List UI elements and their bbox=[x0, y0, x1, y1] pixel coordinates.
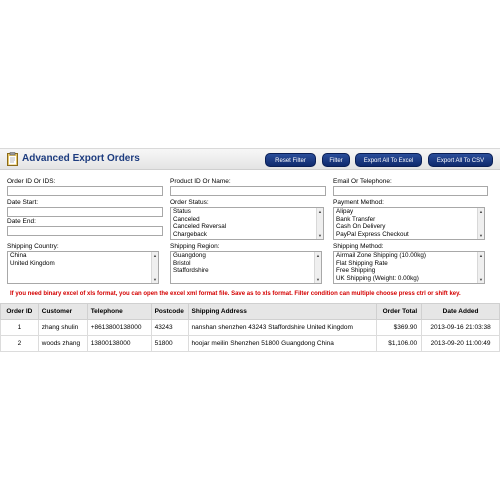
option[interactable]: Free Shipping bbox=[336, 267, 376, 275]
scrollbar[interactable] bbox=[151, 252, 158, 283]
scrollbar[interactable] bbox=[314, 252, 321, 283]
email-label: Email Or Telephone: bbox=[333, 178, 392, 185]
payment-method-label: Payment Method: bbox=[333, 199, 384, 206]
product-label: Product ID Or Name: bbox=[170, 178, 231, 185]
clipboard-icon bbox=[7, 152, 18, 166]
option[interactable]: PayPal Express Checkout bbox=[336, 230, 409, 238]
email-input[interactable] bbox=[333, 186, 488, 196]
cell-order-total: $369.90 bbox=[377, 320, 422, 336]
cell-order-id: 2 bbox=[1, 336, 39, 352]
date-start-label: Date Start: bbox=[7, 199, 39, 206]
option[interactable]: Bristol bbox=[173, 259, 191, 267]
scroll-up-icon[interactable]: ▲ bbox=[153, 253, 157, 258]
col-telephone[interactable]: Telephone bbox=[87, 304, 151, 320]
option[interactable]: United Kingdom bbox=[10, 259, 55, 267]
cell-postcode: 51800 bbox=[151, 336, 188, 352]
scroll-down-icon[interactable]: ▼ bbox=[153, 277, 157, 282]
option[interactable]: Cash On Delivery bbox=[336, 223, 386, 231]
scrollbar[interactable] bbox=[477, 252, 484, 283]
table-row[interactable] bbox=[1, 320, 500, 336]
cell-shipping-address: nanshan shenzhen 43243 Staffordshire United Kingdom bbox=[188, 320, 377, 336]
col-customer[interactable]: Customer bbox=[38, 304, 87, 320]
scroll-down-icon[interactable]: ▼ bbox=[479, 277, 483, 282]
option[interactable]: Chargeback bbox=[173, 230, 207, 238]
page-title: Advanced Export Orders bbox=[22, 153, 140, 164]
export-csv-button[interactable]: Export All To CSV bbox=[428, 153, 493, 167]
option[interactable]: Airmail Zone Shipping (10.00kg) bbox=[336, 252, 426, 259]
product-input[interactable] bbox=[170, 186, 326, 196]
option[interactable]: Alipay bbox=[336, 208, 354, 215]
option[interactable]: Canceled Reversal bbox=[173, 223, 227, 231]
export-orders-panel bbox=[0, 148, 500, 360]
date-end-label: Date End: bbox=[7, 218, 36, 225]
cell-date-added: 2013-09-16 21:03:38 bbox=[422, 320, 500, 336]
option[interactable]: Flat Shipping Rate bbox=[336, 259, 388, 267]
payment-method-select[interactable] bbox=[333, 207, 485, 240]
panel-header bbox=[0, 148, 500, 170]
col-postcode[interactable]: Postcode bbox=[151, 304, 188, 320]
scroll-up-icon[interactable]: ▲ bbox=[479, 253, 483, 258]
scroll-down-icon[interactable]: ▼ bbox=[316, 277, 320, 282]
export-excel-button[interactable]: Export All To Excel bbox=[355, 153, 422, 167]
format-notice: If you need binary excel of xls format, you can open the excel xml format file. Save as to xls format. Filter condition can multiple choose press ctrl or shift key. bbox=[10, 291, 461, 297]
order-status-label: Order Status: bbox=[170, 199, 209, 206]
scroll-up-icon[interactable]: ▲ bbox=[318, 209, 322, 214]
cell-order-total: $1,106.00 bbox=[377, 336, 422, 352]
filter-button[interactable]: Filter bbox=[322, 153, 350, 167]
col-date-added[interactable]: Date Added bbox=[422, 304, 500, 320]
order-status-select[interactable] bbox=[170, 207, 324, 240]
shipping-method-label: Shipping Method: bbox=[333, 243, 384, 250]
col-order-id[interactable]: Order ID bbox=[1, 304, 39, 320]
option[interactable]: Guangdong bbox=[173, 252, 206, 259]
option[interactable]: UK Shipping (Weight: 0.00kg) bbox=[336, 274, 419, 282]
cell-shipping-address: hoojar meilin Shenzhen 51800 Guangdong China bbox=[188, 336, 377, 352]
date-end-input[interactable] bbox=[7, 226, 163, 236]
shipping-method-select[interactable] bbox=[333, 251, 485, 284]
orders-table bbox=[0, 303, 500, 352]
scrollbar[interactable] bbox=[316, 208, 323, 239]
col-shipping-address[interactable]: Shipping Address bbox=[188, 304, 377, 320]
col-order-total[interactable]: Order Total bbox=[377, 304, 422, 320]
scroll-up-icon[interactable]: ▲ bbox=[479, 209, 483, 214]
option[interactable]: Bank Transfer bbox=[336, 215, 376, 223]
option[interactable]: China bbox=[10, 252, 27, 259]
option[interactable]: Status bbox=[173, 208, 191, 215]
scrollbar[interactable] bbox=[477, 208, 484, 239]
date-start-input[interactable] bbox=[7, 207, 163, 217]
cell-telephone: 13800138000 bbox=[87, 336, 151, 352]
cell-order-id: 1 bbox=[1, 320, 39, 336]
option[interactable]: Staffordshire bbox=[173, 267, 209, 275]
scroll-up-icon[interactable]: ▲ bbox=[316, 253, 320, 258]
cell-date-added: 2013-09-20 11:00:49 bbox=[422, 336, 500, 352]
cell-postcode: 43243 bbox=[151, 320, 188, 336]
table-row[interactable] bbox=[1, 336, 500, 352]
order-id-input[interactable] bbox=[7, 186, 163, 196]
reset-filter-button[interactable]: Reset Filter bbox=[265, 153, 316, 167]
cell-telephone: +8613800138000 bbox=[87, 320, 151, 336]
cell-customer: woods zhang bbox=[38, 336, 87, 352]
shipping-country-label: Shipping Country: bbox=[7, 243, 59, 250]
scroll-down-icon[interactable]: ▼ bbox=[479, 233, 483, 238]
order-id-label: Order ID Or IDS: bbox=[7, 178, 56, 185]
cell-customer: zhang shulin bbox=[38, 320, 87, 336]
table-header-row bbox=[1, 304, 500, 320]
shipping-region-select[interactable] bbox=[170, 251, 322, 284]
shipping-country-select[interactable] bbox=[7, 251, 159, 284]
scroll-down-icon[interactable]: ▼ bbox=[318, 233, 322, 238]
shipping-region-label: Shipping Region: bbox=[170, 243, 220, 250]
option[interactable]: Canceled bbox=[173, 215, 200, 223]
